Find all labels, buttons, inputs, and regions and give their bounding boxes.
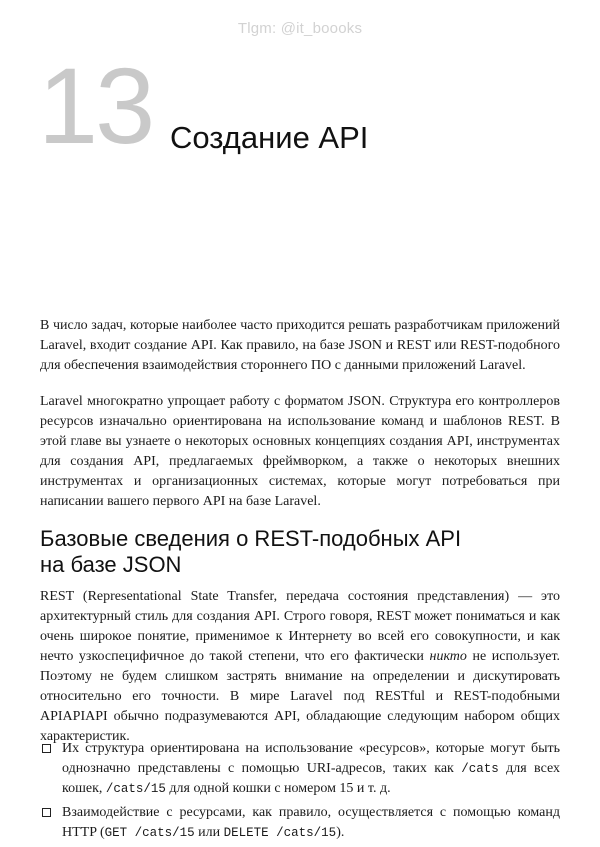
list-item-text: Их структура ориентирована на использование «ресурсов», которые могут быть однозначно представлены с помощью URI-адресов, таких как (62, 741, 560, 776)
intro-paragraph-2: Laravel многократно упрощает работу с форматом JSON. Структура его контроллеров ресурсов изначально ориентирована на использование команд и шаблонов REST. В этой главе вы узнаете о некоторых основных концепциях создания API, инструментах для создания API, предлагаемых фреймворком, а также о некоторых внешних инструментах и организационных системах, которые могут потребоваться при написании вашего первого API на базе Laravel. (40, 394, 560, 509)
list-item-text: для всех кошек, (62, 761, 560, 796)
list-item-text: ). (336, 825, 345, 840)
inline-code: /cats/15 (105, 782, 166, 796)
list-item (40, 803, 560, 843)
intro-paragraph-1: В число задач, которые наиболее часто приходится решать разработчикам приложений Laravel, входит создание API. Как правило, на базе JSON и REST или REST-подобного для обеспечения взаимодействия стороннего ПО с данными приложений Laravel. (40, 318, 560, 373)
checkbox-bullet-icon (42, 808, 51, 817)
list-item-text: Взаимодействие с ресурсами, как правило, осуществляется с помощью команд HTTP ( (62, 805, 560, 840)
chapter-number: 13 (38, 45, 153, 166)
inline-code: GET /cats/15 (104, 826, 195, 840)
characteristics-list (40, 739, 560, 847)
rest-paragraph-emphasis: никто (429, 649, 467, 664)
rest-paragraph-text-1: REST (Representational State Transfer, передача состояния представления) — это архитектурный стиль для создания API. Строго говоря, REST может пониматься и как очень широкое понятие, применимое к Интернету во всей его совокупности, и как нечто узкоспецифичное до такой степени, что его фактически (40, 589, 560, 664)
list-item-text: или (194, 825, 224, 840)
checkbox-bullet-icon (42, 744, 51, 753)
section-heading-line-1: Базовые сведения о REST-подобных API (40, 526, 462, 551)
rest-paragraph (40, 587, 560, 747)
section-heading-line-2: на базе JSON (40, 552, 182, 577)
watermark: Tlgm: @it_boooks (237, 20, 363, 37)
chapter-title: Создание API (170, 120, 369, 155)
list-item-text: для одной кошки с номером 15 и т. д. (165, 781, 391, 796)
inline-code: DELETE /cats/15 (223, 826, 337, 840)
inline-code: /cats (461, 762, 499, 776)
list-item (40, 739, 560, 799)
rest-paragraph-text-2: не использует. Поэтому не будем слишком застрять внимание на определении и дискутировать относительно его точности. В мире Laravel под RESTful и REST-подобными APIAPIAPI обычно подразумеваются API, обладающие следующим набором общих характеристик. (40, 649, 561, 744)
section-heading (40, 526, 560, 578)
